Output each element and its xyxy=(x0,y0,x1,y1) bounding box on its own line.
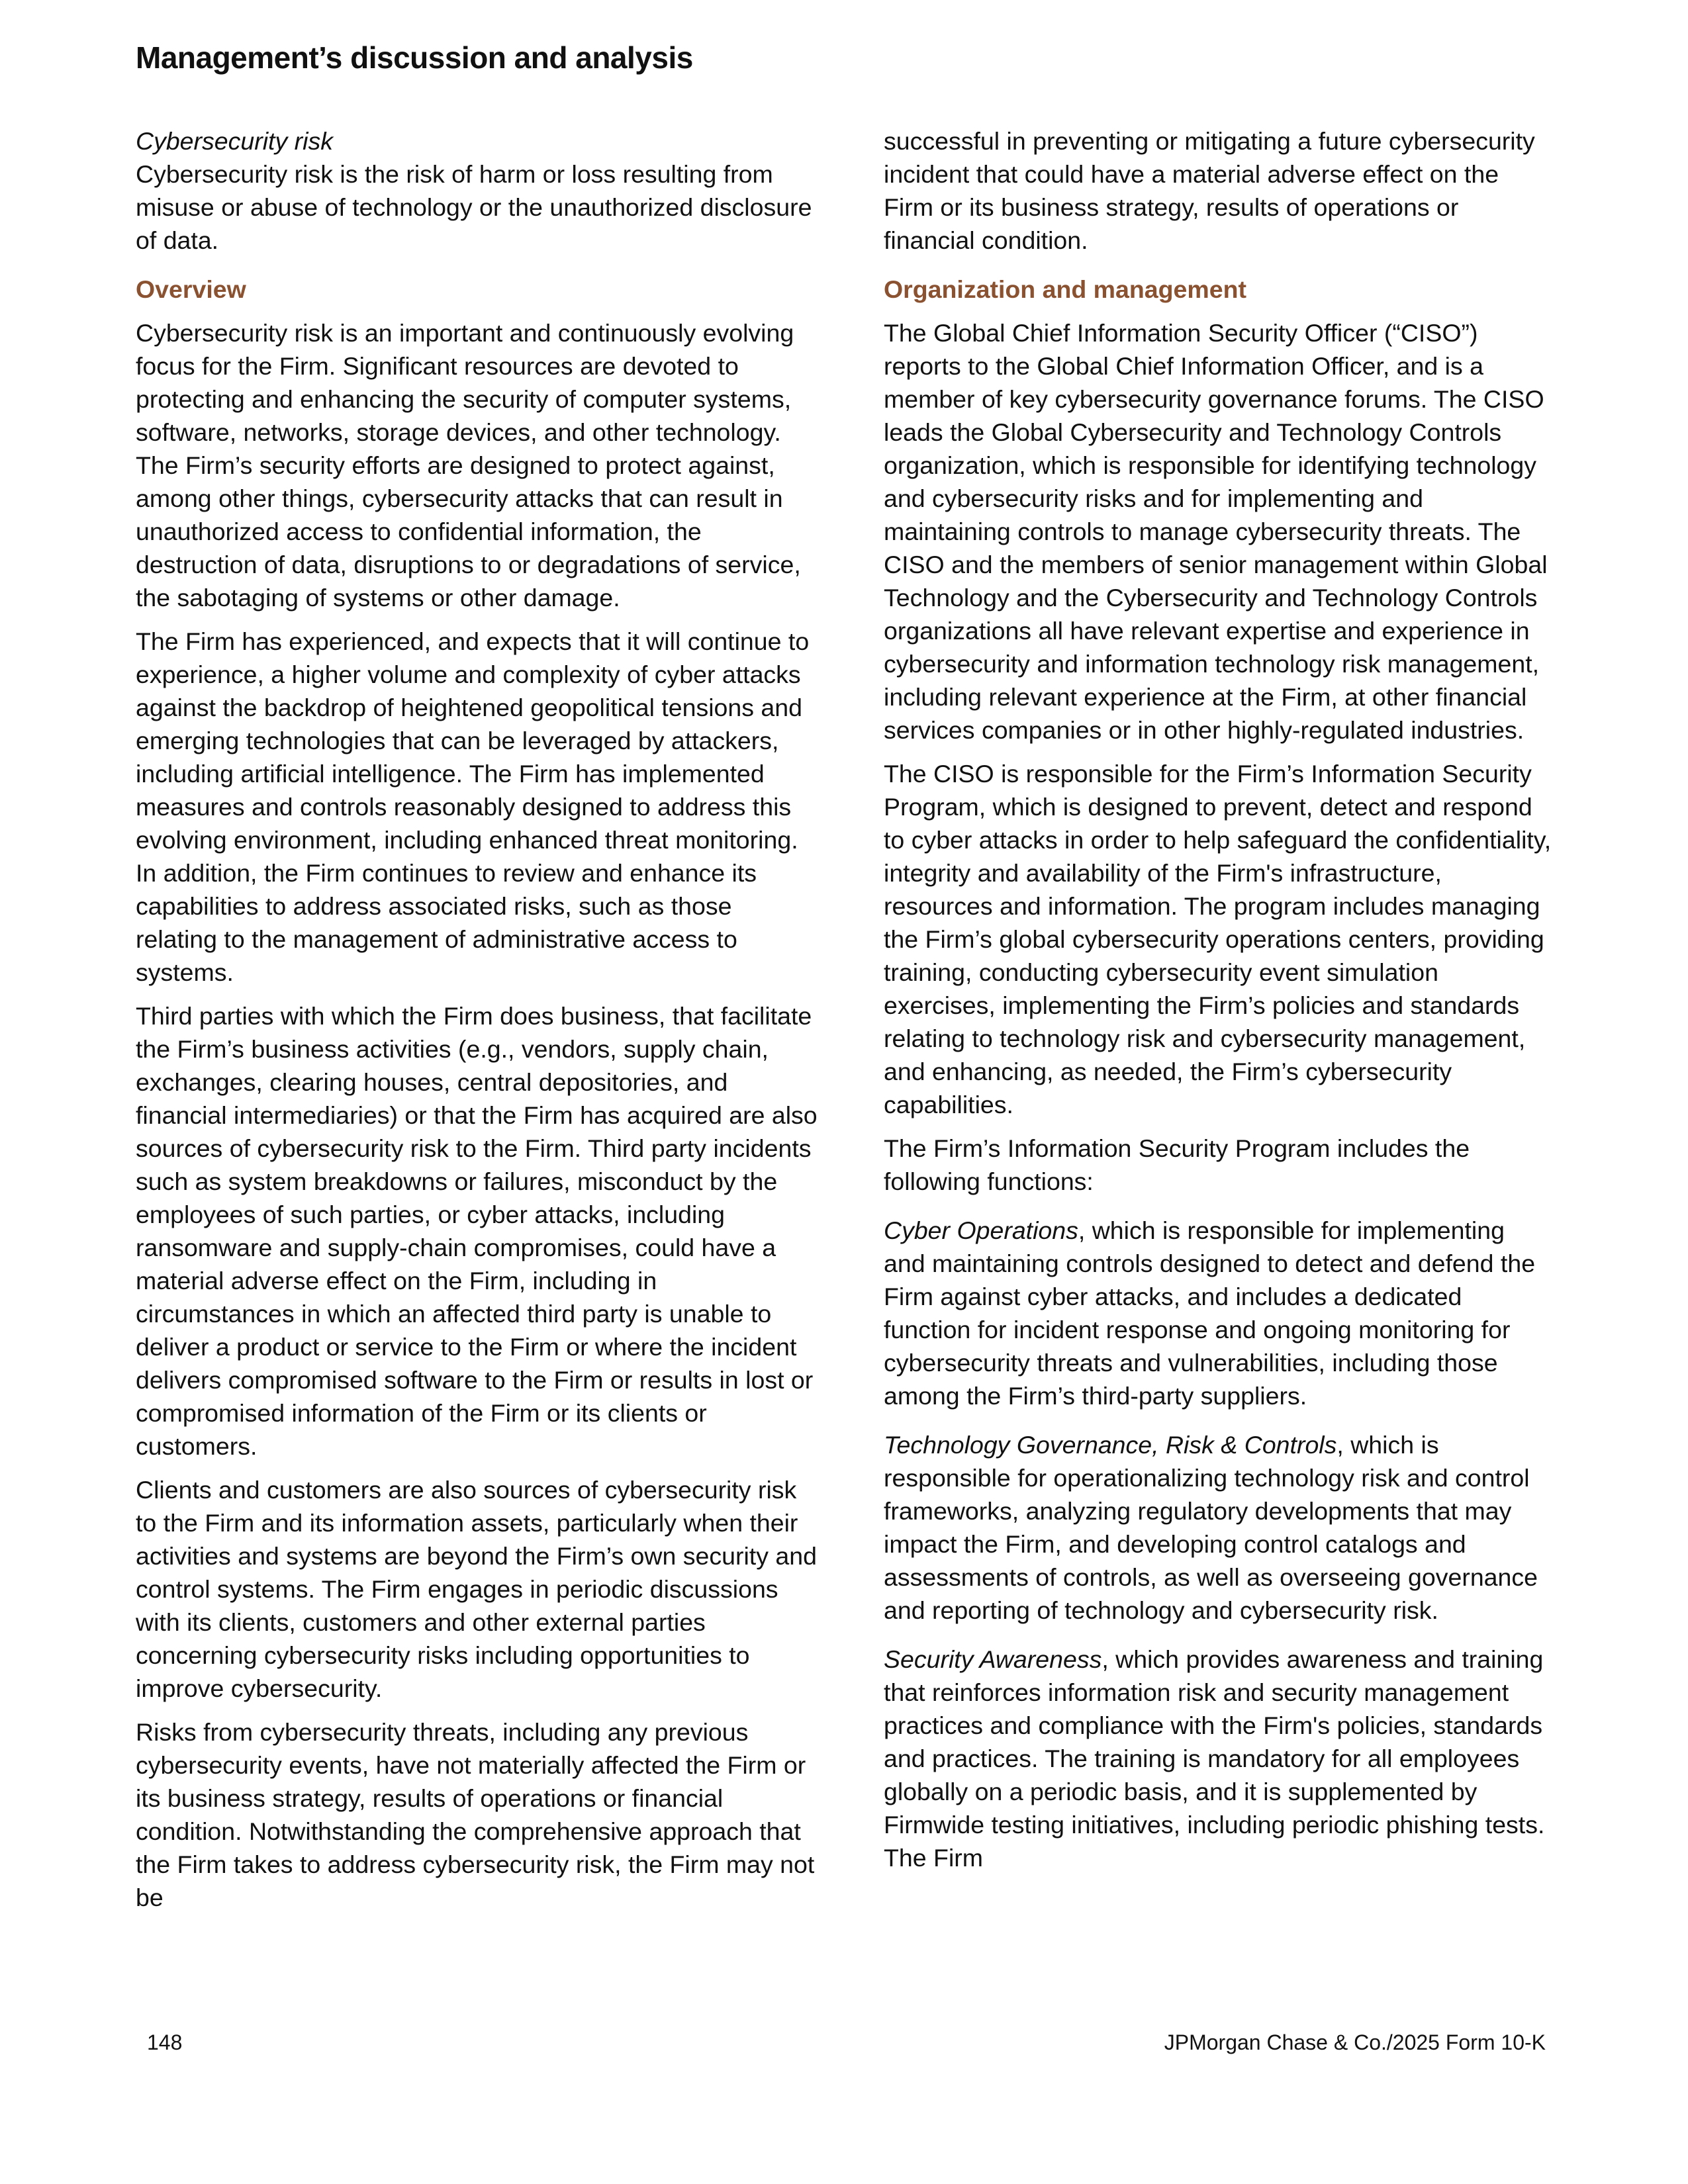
organization-heading: Organization and management xyxy=(884,275,1246,303)
function-name: Cyber Operations xyxy=(884,1216,1078,1244)
overview-paragraph: The Firm has experienced, and expects that it will continue to experience, a higher volume and complexity of cyber attacks against the backdrop of heightened geopolitical tensions and emerging technologies that can be leveraged by attackers, including artificial intelligence. The Firm has implemented measures and controls reasonably designed to address this evolving environment, including enhanced threat monitoring. In addition, the Firm continues to review and enhance its capabilities to address associated risks, such as those relating to the management of administrative access to systems. xyxy=(136,627,810,986)
right-column xyxy=(884,124,1552,1885)
function-description: , which provides awareness and training that reinforces information risk and security management practices and compliance with the Firm's policies, standards and practices. The training is mandatory for all employees globally on a periodic basis, and it is supplemented by Firmwide testing initiatives, including periodic phishing tests. The Firm xyxy=(884,1645,1545,1872)
function-paragraph xyxy=(884,1643,1552,1874)
overview-paragraph: Clients and customers are also sources of cybersecurity risk to the Firm and its information assets, particularly when their activities and systems are beyond the Firm’s own security and control systems. The Firm engages in periodic discussions with its clients, customers and other external parties concerning cybersecurity risks including opportunities to improve cybersecurity. xyxy=(136,1476,817,1702)
organization-paragraph: The Global Chief Information Security Officer (“CISO”) reports to the Global Chief Information Officer, and is a member of key cybersecurity governance forums. The CISO leads the Global Cybersecurity and Technology Controls organization, which is responsible for identifying technology and cybersecurity risks and for implementing and maintaining controls to manage cybersecurity threats. The CISO and the members of senior management within Global Technology and the Cybersecurity and Technology Controls organizations all have relevant expertise and experience in cybersecurity and information technology risk management, including relevant experience at the Firm, at other financial services companies or in other highly-regulated industries. xyxy=(884,319,1548,744)
function-name: Security Awareness xyxy=(884,1645,1102,1673)
document-name: JPMorgan Chase & Co./2025 Form 10-K xyxy=(1164,2030,1546,2054)
function-description: , which is responsible for implementing and maintaining controls designed to detect and defend the Firm against cyber attacks, and includes a dedicated function for incident response and ongoing monitoring for cybersecurity threats and vulnerabilities, including those among the Firm’s third-party suppliers. xyxy=(884,1216,1536,1410)
continuation-paragraph: successful in preventing or mitigating a future cybersecurity incident that could have a material adverse effect on the Firm or its business strategy, results of operations or financial condition. xyxy=(884,127,1535,254)
function-description: , which is responsible for operationalizing technology risk and control frameworks, analyzing regulatory developments that may impact the Firm, and developing control catalogs and assessments of controls, as well as overseeing governance and reporting of technology and cybersecurity risk. xyxy=(884,1431,1538,1624)
page-number: 148 xyxy=(147,2030,183,2054)
overview-paragraph: Third parties with which the Firm does business, that facilitate the Firm’s business activities (e.g., vendors, supply chain, exchanges, clearing houses, central depositories, and financial intermediaries) or that the Firm has acquired are also sources of cybersecurity risk to the Firm. Third party incidents such as system breakdowns or failures, misconduct by the employees of such parties, or cyber attacks, including ransomware and supply-chain compromises, could have a material adverse effect on the Firm, including in circumstances in which an affected third party is unable to deliver a product or service to the Firm or where the incident delivers compromised software to the Firm or results in lost or compromised information of the Firm or its clients or customers. xyxy=(136,1002,818,1460)
cybersecurity-risk-subheading: Cybersecurity risk xyxy=(136,127,333,155)
organization-paragraph: The Firm’s Information Security Program includes the following functions: xyxy=(884,1134,1470,1195)
left-column xyxy=(136,124,818,1925)
function-paragraph xyxy=(884,1214,1552,1412)
function-name: Technology Governance, Risk & Controls xyxy=(884,1431,1337,1459)
overview-paragraph: Cybersecurity risk is an important and continuously evolving focus for the Firm. Significant resources are devoted to protecting and enhancing the security of computer systems, software, networks, storage devices, and other technology. The Firm’s security efforts are designed to protect against, among other things, cybersecurity attacks that can result in unauthorized access to confidential information, the destruction of data, disruptions to or degradations of service, the sabotaging of systems or other damage. xyxy=(136,319,801,612)
overview-paragraph: Risks from cybersecurity threats, including any previous cybersecurity events, have not materially affected the Firm or its business strategy, results of operations or financial condition. Notwithstanding the comprehensive approach that the Firm takes to address cybersecurity risk, the Firm may not be xyxy=(136,1718,815,1911)
cybersecurity-risk-definition: Cybersecurity risk is the risk of harm or loss resulting from misuse or abuse of technology or the unauthorized disclosure of data. xyxy=(136,160,812,254)
function-paragraph xyxy=(884,1428,1552,1627)
organization-paragraph: The CISO is responsible for the Firm’s Information Security Program, which is designed to prevent, detect and respond to cyber attacks in order to help safeguard the confidentiality, integrity and availability of the Firm's infrastructure, resources and information. The program includes managing the Firm’s global cybersecurity operations centers, providing training, conducting cybersecurity event simulation exercises, implementing the Firm’s policies and standards relating to technology risk and cybersecurity management, and enhancing, as needed, the Firm’s cybersecurity capabilities. xyxy=(884,760,1552,1118)
overview-heading: Overview xyxy=(136,275,246,303)
page-title: Management’s discussion and analysis xyxy=(136,40,693,75)
